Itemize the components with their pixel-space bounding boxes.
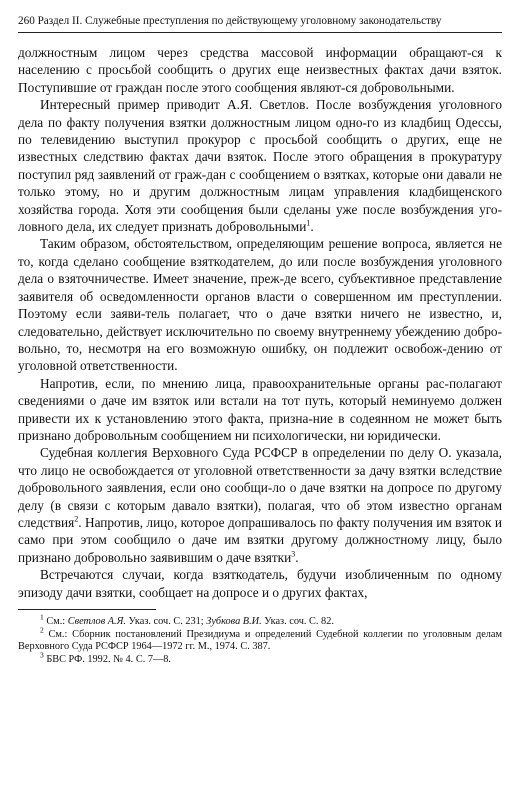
- paragraph-3: Таким образом, обстоятельством, определяющим решение вопроса, является не то, когда сделано сообщение взяткодателем, до или после возбуждения уголовного дела о взяточничестве. Имеет значение, преж-де всего, субъективное представление заявителя об осведомленности органов власти о совершенном им преступлении. Поэтому если заяви-тель полагает, что о даче взятки ничего не известно, и, следовательно, действует исключительно по своему внутреннему убеждению добро-вольно, то, несмотря на его возможную ошибку, он подлежит освобож-дению от уголовной ответственности.: [18, 236, 502, 374]
- main-text: [18, 44, 502, 601]
- paragraph-1: должностным лицом через средства массовой информации обращают-ся к населению с просьбой сообщить о других еще неизвестных фактах дачи взяток. Поступившие от граждан после этого сообщения являют-ся добровольными.: [18, 45, 502, 95]
- footnote-3-number: 3: [40, 650, 44, 660]
- paragraph-2: [18, 96, 502, 235]
- footnote-ref-2: 2: [74, 514, 79, 524]
- book-page: [18, 14, 502, 666]
- footnote-1-author-1: Светлов А.Я.: [67, 616, 126, 627]
- paragraph-2-text: Интересный пример приводит А.Я. Светлов. После возбуждения уголовного дела по факту получения взятки должностным лицом одно-го из кладбищ Одессы, по телевидению выступил прокурор с просьбой сообщить о других, еще не известных следствию фактах дачи взяток. После этого обращения в прокуратуру поступил ряд заявлений от граж-дан с сообщением о взятках, которые они давали не только этому, но и другим должностным лицам управления кладбищенского хозяйства города. Хотя эти сообщения были сделаны уже после возбуждения уго-ловного дела, их следует признать добровольными: [18, 97, 502, 235]
- footnote-3: [18, 650, 502, 667]
- paragraph-5-text-c: .: [295, 549, 299, 565]
- paragraph-5: [18, 444, 502, 566]
- footnote-ref-3: 3: [291, 549, 296, 559]
- footnote-divider: [18, 609, 156, 610]
- footnote-1-suffix: Указ. соч. С. 82.: [261, 616, 334, 627]
- footnote-1-middle: Указ. соч. С. 231;: [125, 616, 207, 627]
- paragraph-5-text-a: Судебная коллегия Верховного Суда РСФСР в определении по делу О. указала, что лицо не освобождается от уголовной ответственности за дачу взятки вследствие добровольного заявления, если оно сообщи-ло о даче взятки на допросе по другому делу (в связи с которым давало взятки), полагая, что об этом известно органам следствия: [18, 445, 502, 530]
- footnote-1: [18, 612, 502, 629]
- running-header: 260 Раздел II. Служебные преступления по действующему уголовному законодательству: [18, 14, 502, 33]
- footnote-1-prefix: См.:: [46, 616, 68, 627]
- paragraph-6: Встречаются случаи, когда взяткодатель, будучи изобличенным по одному эпизоду дачи взятки, сообщает на допросе и о других фактах,: [18, 567, 502, 600]
- footnote-2-text: См.: Сборник постановлений Президиума и определений Судебной коллегии по уголовным делам Верховного Суда РСФСР 1964—1972 гг. М., 1974. С. 387.: [18, 628, 503, 653]
- paragraph-5-text-b: . Напротив, лицо, которое допрашивалось по факту получения им взяток и само при этом сообщило о даче им взятки другому должностному лицу, было признано добровольно заявившим о даче взятки: [18, 514, 502, 565]
- footnote-ref-1: 1: [306, 218, 311, 228]
- footnote-3-text: БВС РФ. 1992. № 4. С. 7—8.: [46, 653, 172, 665]
- footnote-1-number: 1: [40, 612, 44, 622]
- footnotes: [18, 612, 503, 666]
- footnote-2: [18, 625, 503, 654]
- footnote-1-author-2: Зубкова В.И.: [206, 616, 262, 627]
- paragraph-4: Напротив, если, по мнению лица, правоохранительные органы рас-полагают сведениями о даче им взяток или встали на тот путь, который неминуемо должен привести их к установлению этого факта, призна-ние в содеянном не может быть признано добровольным сообщением ни психологически, ни юридически.: [18, 375, 502, 443]
- footnote-2-number: 2: [40, 625, 44, 635]
- paragraph-2-end: .: [310, 219, 314, 235]
